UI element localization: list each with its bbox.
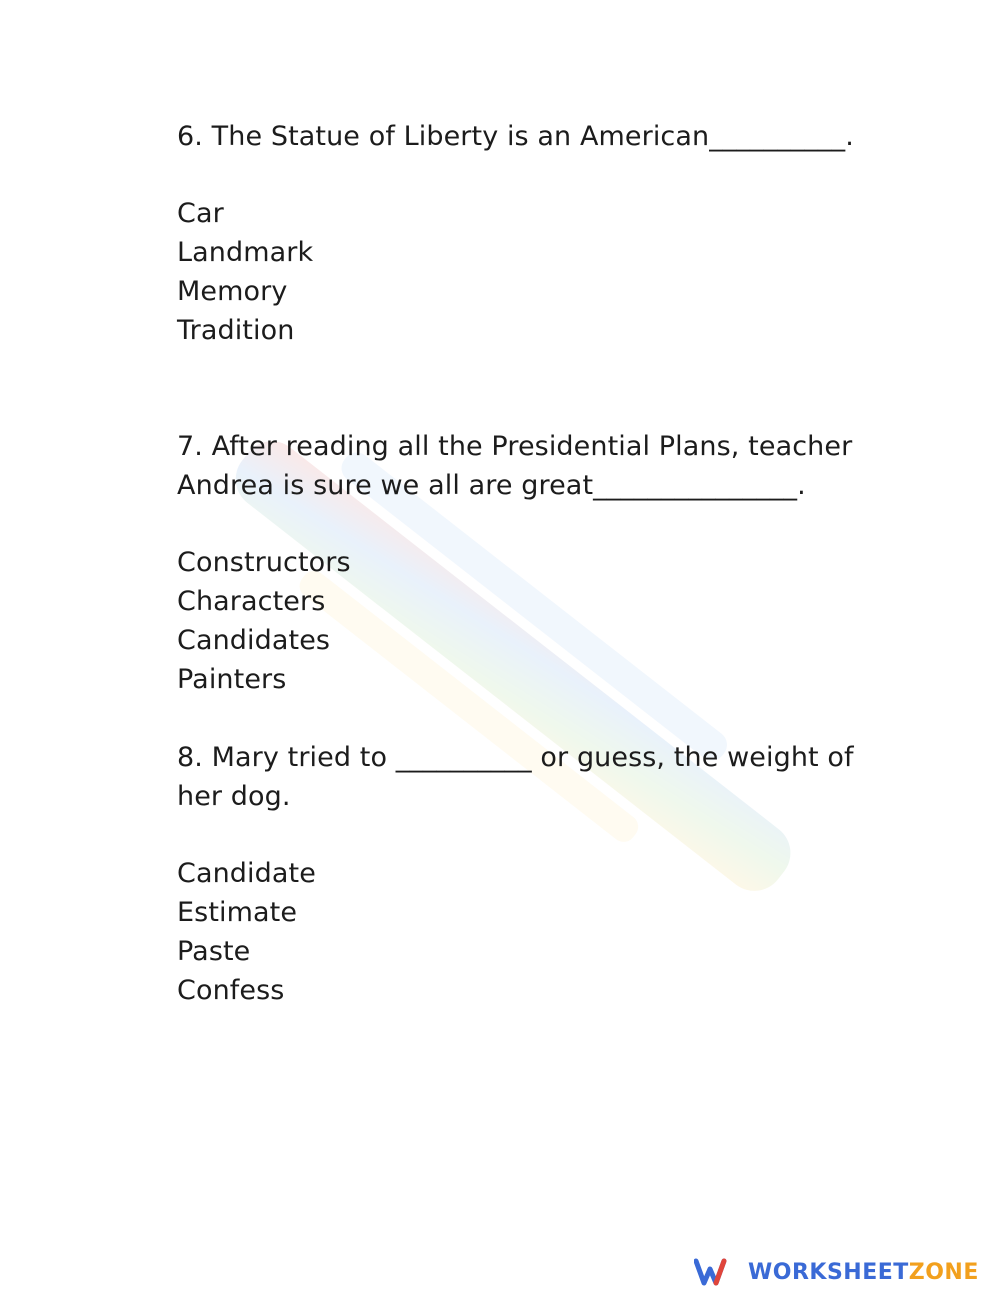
question-7-option-1: Constructors (177, 547, 351, 578)
worksheetzone-logo (694, 1255, 979, 1289)
question-7-text-line-1: 7. After reading all the Presidential Plans, teacher (177, 431, 853, 462)
brand-name-part-1: WORKSHEET (748, 1259, 909, 1285)
question-7-option-2: Characters (177, 586, 326, 617)
question-6-option-3: Memory (177, 276, 288, 307)
brand-name-part-2: ZONE (908, 1259, 979, 1285)
question-8-option-3: Paste (177, 936, 251, 967)
question-8-option-1: Candidate (177, 858, 316, 889)
question-7-option-3: Candidates (177, 625, 331, 656)
question-8-option-2: Estimate (177, 897, 298, 928)
question-8-option-4: Confess (177, 975, 285, 1006)
brand-name (748, 1260, 979, 1285)
question-6-text: 6. The Statue of Liberty is an American__________. (177, 121, 854, 152)
question-6-option-4: Tradition (177, 315, 295, 346)
question-6-option-2: Landmark (177, 237, 314, 268)
w-logo-icon (694, 1257, 738, 1287)
question-8-text-line-1: 8. Mary tried to __________ or guess, the weight of (177, 742, 854, 773)
question-8-text-line-2: her dog. (177, 781, 291, 812)
question-6-option-1: Car (177, 198, 224, 229)
question-7-option-4: Painters (177, 664, 287, 695)
question-7-text-line-2: Andrea is sure we all are great_______________. (177, 470, 806, 501)
